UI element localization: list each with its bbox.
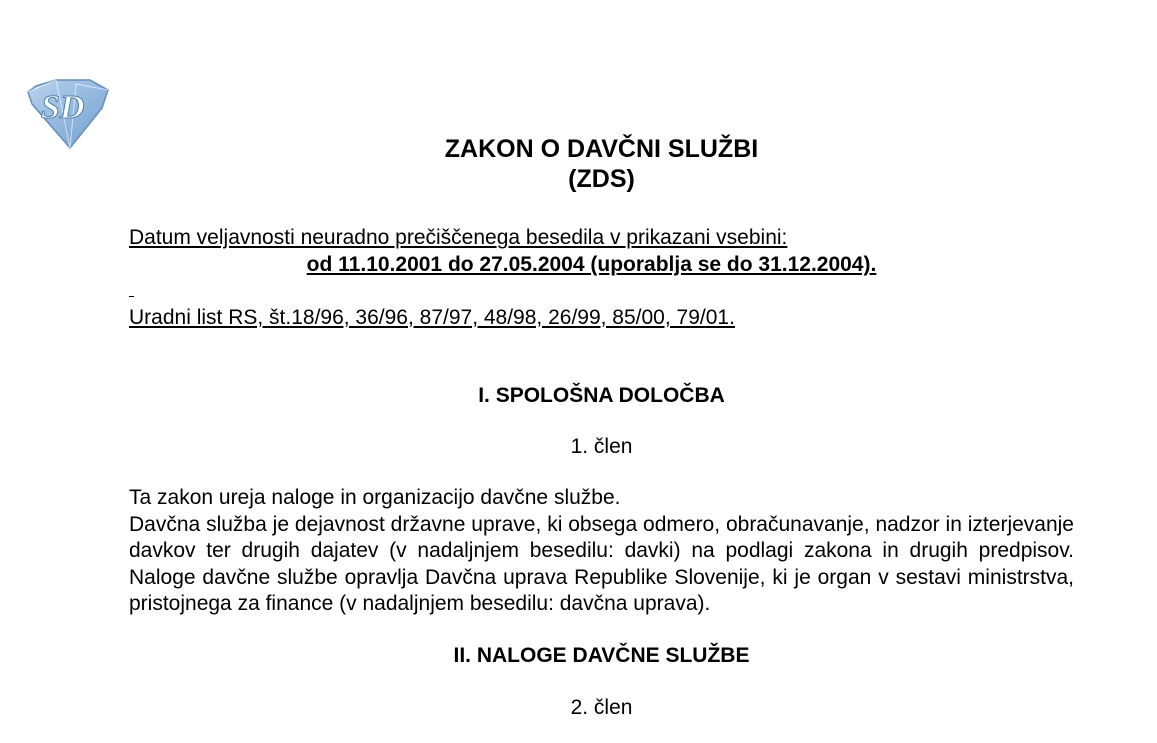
underline-tick: [129, 296, 134, 297]
article-1-paragraph-2: Davčna služba je dejavnost državne uprave, ki obsega odmero, obračunavanje, nadzor in izterjevanje davkov ter drugih dajatev (v nadaljnjem besedilu: davki) na podlagi zakona in drugih predpisov. Naloge davčne službe opravlja Davčna uprava Republike Slovenije, ki je organ v sestavi ministrstva, pristojnega za finance (v nadaljnjem besedilu: davčna uprava).: [129, 512, 1074, 615]
article-1-body: [129, 485, 1074, 618]
validity-block: [129, 224, 1074, 278]
document-title-block: [129, 134, 1074, 194]
article-1-label: 1. člen: [570, 435, 633, 458]
gazette-reference: Uradni list RS, št.18/96, 36/96, 87/97, 48/98, 26/99, 85/00, 79/01.: [129, 306, 735, 329]
svg-text:SD: SD: [41, 89, 85, 126]
document-abbreviation: (ZDS): [568, 165, 635, 193]
validity-label: Datum veljavnosti neuradno prečiščenega besedila v prikazani vsebini:: [129, 226, 788, 249]
document-title: ZAKON O DAVČNI SLUŽBI: [444, 135, 759, 163]
section-heading-2: II. NALOGE DAVČNE SLUŽBE: [453, 644, 750, 667]
validity-period: od 11.10.2001 do 27.05.2004 (uporablja se do 31.12.2004).: [306, 253, 877, 276]
section-heading-1: I. SPOLOŠNA DOLOČBA: [478, 384, 725, 407]
article-1-paragraph-1: Ta zakon ureja naloge in organizacijo davčne službe.: [129, 486, 621, 509]
sd-diamond-logo-icon: [26, 78, 112, 150]
article-2-label: 2. člen: [570, 696, 633, 719]
